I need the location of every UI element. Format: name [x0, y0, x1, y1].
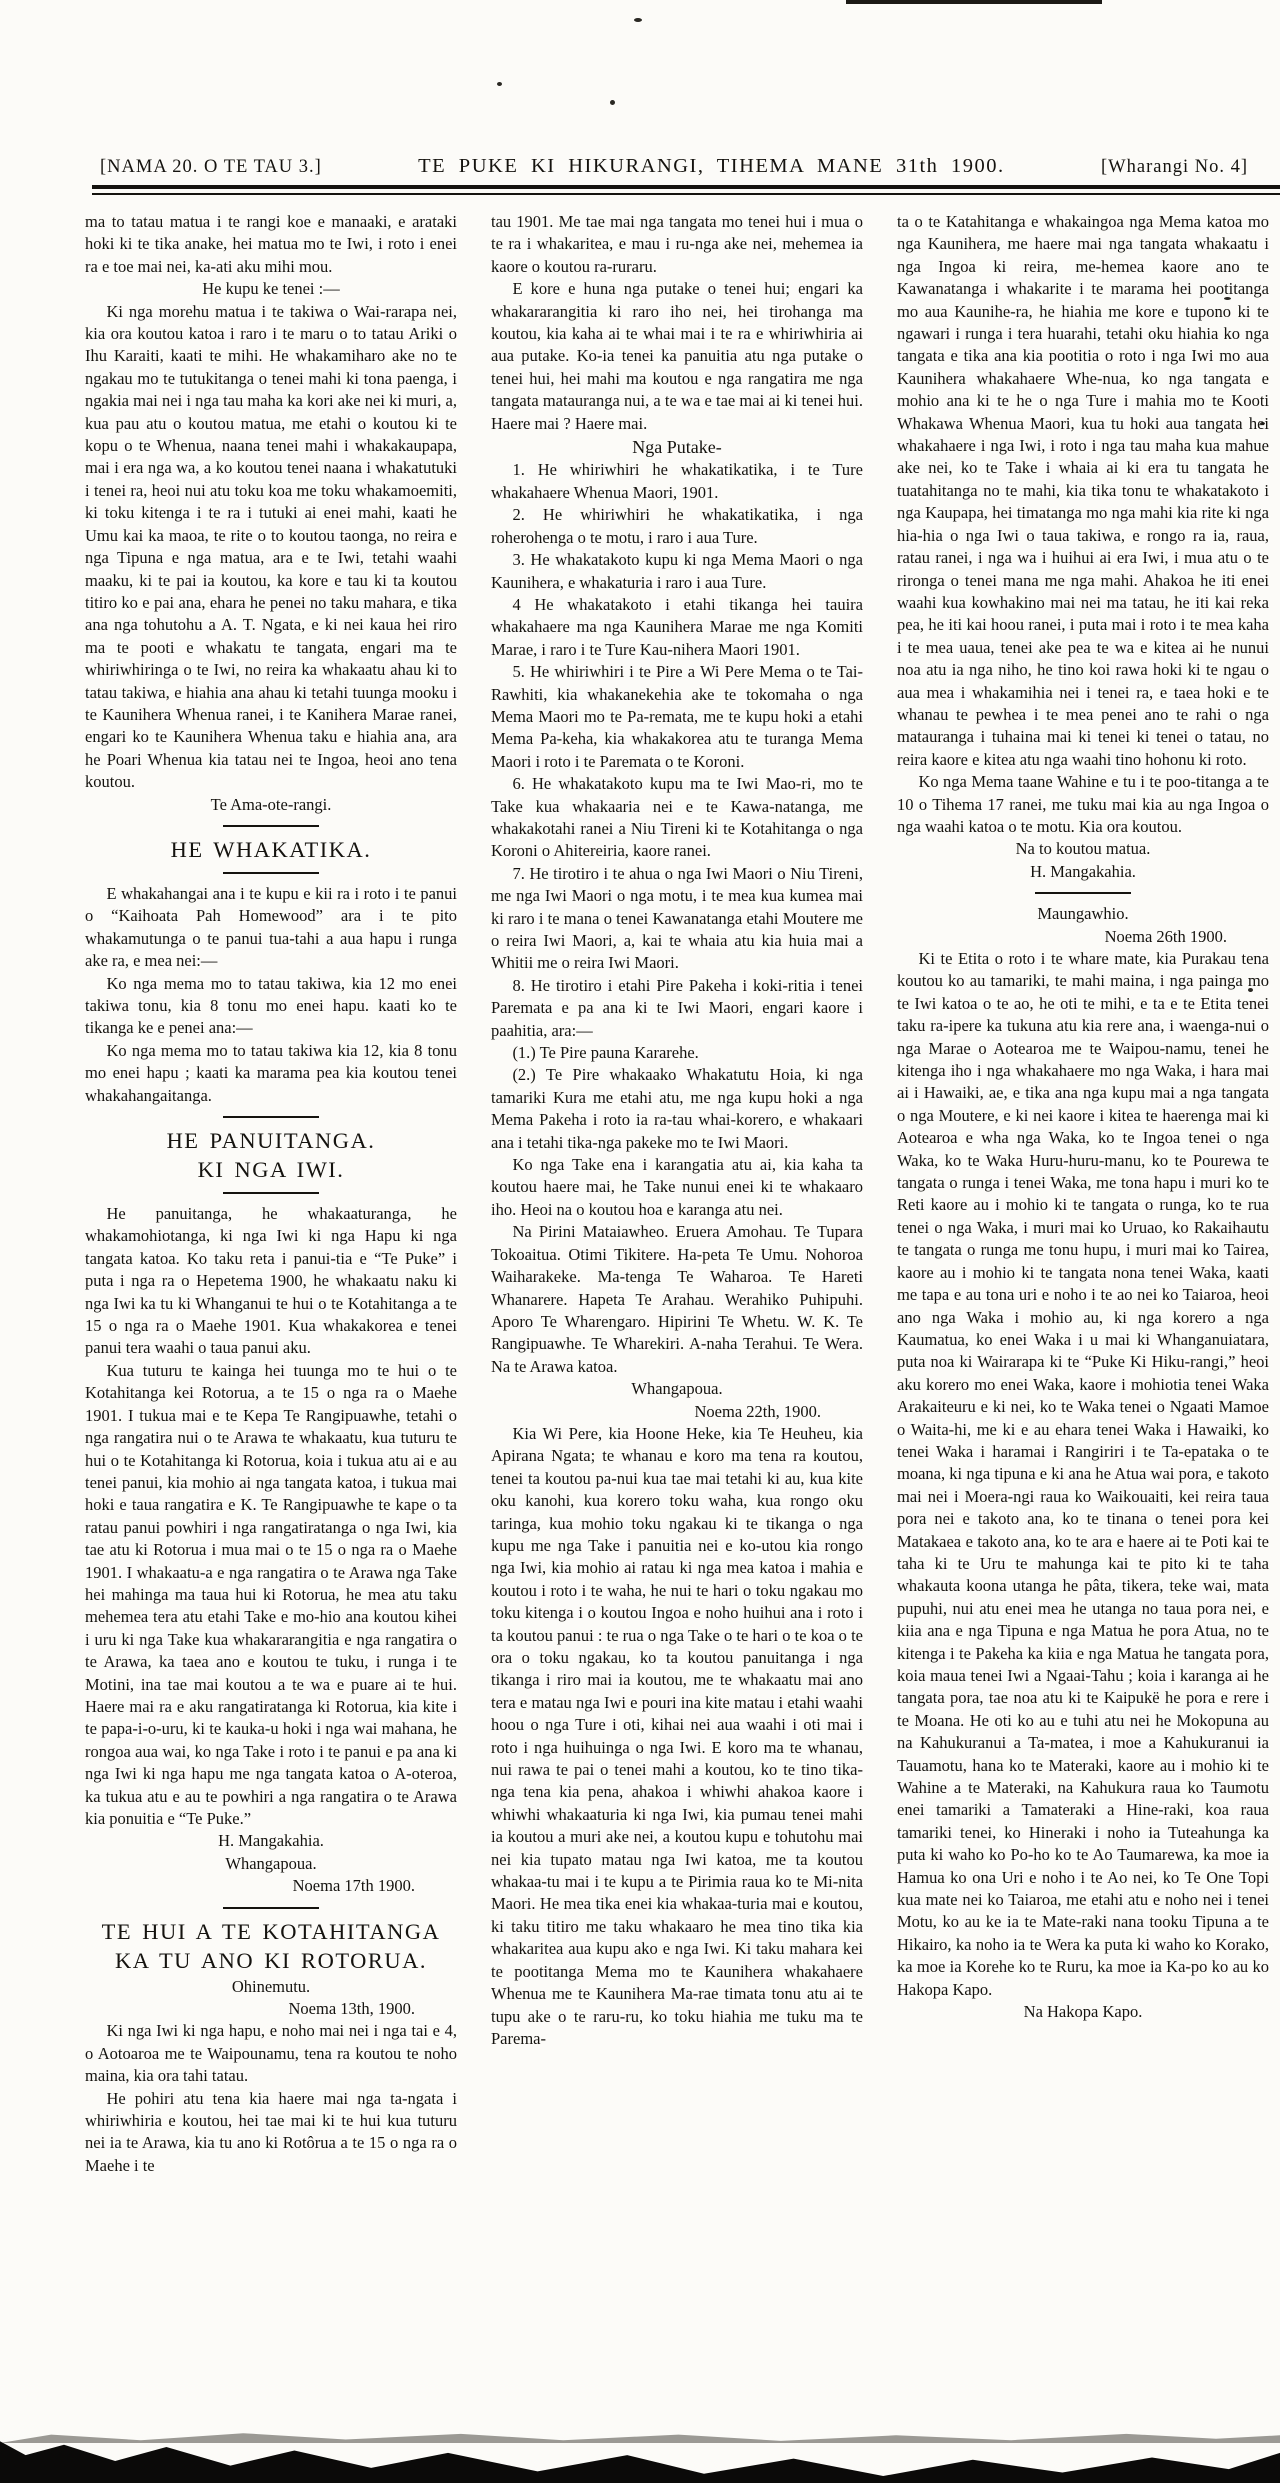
- centered-line: Ohinemutu.: [231, 1976, 311, 1996]
- masthead: [100, 155, 1248, 178]
- masthead-issue-number: [NAMA 20. O TE TAU 3.]: [100, 157, 322, 177]
- paragraph: Ki nga Iwi ki nga hapu, e noho mai nei i nga tai e 4, o Aotoaroa me te Waipounamu, tena ra koutou te noho maina, kia ora tahi tatau.: [85, 2021, 457, 2086]
- section-heading: HE PANUITANGA.: [166, 1128, 376, 1154]
- masthead-rule-thick: [92, 185, 1280, 189]
- section-heading: HE WHAKATIKA.: [170, 836, 372, 862]
- centered-line: Whangapoua.: [631, 1379, 723, 1399]
- paragraph: 4 He whakatakoto i etahi tikanga hei tauira whakahaere ma nga Kaunihera Marae me nga Komiti Marae, i raro i te Ture Kau-nihera Maori 1901.: [491, 594, 863, 659]
- paragraph: He pohiri atu tena kia haere mai nga ta-ngata i whiriwhiria e koutou, hei tae mai ki te hui kua tuturu nei ia te Arawa, kia tu ano ki Rotôrua a te 15 o nga ra o Maehe i te: [85, 2088, 457, 2175]
- section-heading: TE HUI A TE KOTAHITANGA: [101, 1918, 441, 1944]
- centered-line: Maungawhio.: [1037, 904, 1129, 924]
- paragraph: (2.) Te Pire whakaako Whakatutu Hoia, ki nga tamariki Kura me etahi atu, me nga kupu hoki a nga Mema Pakeha i roto ia ra-tau whai-korero, e whakaari ana i tetahi tika-nga pakeke mo te Iwi Maori.: [491, 1065, 863, 1152]
- torn-edge-shadow: [0, 2429, 1280, 2443]
- centered-line: Na Hakopa Kapo.: [1023, 2002, 1143, 2022]
- centered-line: H. Mangakahia.: [1030, 861, 1136, 881]
- dateline: Noema 17th 1900.: [292, 1876, 415, 1896]
- column-1: [85, 211, 457, 2177]
- paragraph: tau 1901. Me tae mai nga tangata mo tenei hui i mua o te ra i whakaritea, e mau i ru-nga ake nei, mehemea ia kaore o koutou ra-ruraru.: [491, 212, 863, 276]
- centered-line: He kupu ke tenei :—: [202, 279, 340, 299]
- masthead-page-number: [Wharangi No. 4]: [1100, 157, 1248, 177]
- section-rule: [1035, 892, 1131, 894]
- masthead-rule: [92, 185, 1280, 195]
- centered-line: Na to koutou matua.: [1015, 839, 1151, 859]
- section-rule: [223, 825, 319, 827]
- article-columns: [85, 211, 1269, 2177]
- paragraph: Ko nga mema mo to tatau takiwa, kia 12 mo enei takiwa tonu, kia 8 tonu mo enei hapu. kaati ko te tikanga ke e penei ana:—: [85, 973, 457, 1038]
- paragraph: (1.) Te Pire pauna Kararehe.: [512, 1043, 699, 1063]
- torn-edge: [0, 2425, 1280, 2483]
- paragraph: 1. He whiriwhiri he whakatikatika, i te Ture whakahaere Whenua Maori, 1901.: [491, 460, 863, 502]
- scan-speck: [610, 100, 615, 105]
- section-rule: [223, 872, 319, 874]
- paragraph: Kia Wi Pere, kia Hoone Heke, kia Te Heuheu, kia Apirana Ngata; te whanau e koro ma tena ra koutou, tenei ta koutou pa-nui kua tae mai tetahi ki au, kua kite oku kanohi, kua korero toku waha, kua rongo oku taringa, kua mohio toku ngakau ki te tikanga o nga kupu me nga Take i panuitia nei e ko-utou kia rongo nga Iwi, kia mohio ai ratau ki nga mea katoa i mahia e koutou i roto i te waha, he nui te hari o toku ngakau mo toku kitenga i o koutou Ingoa e noho huihui ana i roto i ta koutou panui : te rua o nga Take o te hari o te koa o te ora o toku ngakau, ko ta koutou panuitanga i nga tikanga i riro mai ia koutou, me te whakaatu mai ano tera e matau nga Iwi e pouri ina kite matau i etahi waahi hoou o nga Ture i oti, kihai nei aua waahi i oti mai i roto i nga huihuinga o nga Iwi. E koro ma te whanau, nui rawa te pai o tenei mahi a koutou, ko te tino tika-nga tena kia pena, ahakoa i whiwhi ahakoa kaore i whiwhi whakaaturia ki nga Iwi, kia pumau tenei mahi ia koutou a muri ake nei, a koutou kupu e tohutohu mai nei kia tupato matau nga Iwi katoa, me ta koutou whakaa-tu mai i te kupu a te Pirimia raua ko te Mi-nita Maori. He mea tika enei kia whakaa-turia mai e koutou, ki taku titiro me taku whakaaro he mea tino tika kia whakaritea aua kupu ako e nga Iwi. Ki taku mahara kei te pootitanga Mema mo te Kaunihera whakahaere Whenua me te Kaunihera Ma-rae timata tonu atu ai te tupu ake o te raru-ru, ko toku hiahia me tuku ma te Parema-: [491, 1423, 863, 2048]
- paragraph: 3. He whakatakoto kupu ki nga Mema Maori o nga Kaunihera, e whakaturia i raro i aua Ture.: [491, 550, 863, 592]
- section-heading: KA TU ANO KI ROTORUA.: [114, 1947, 428, 1973]
- paragraph: 8. He tirotiro i etahi Pire Pakeha i koki-ritia i tenei Paremata e pa ana ki te Iwi Maori, engari kaore i paahitia, ara:—: [491, 975, 863, 1040]
- paragraph: 6. He whakatakoto kupu ma te Iwi Mao-ri, mo te Take kua whakaaria nei e te Kawa-natanga, me whakakotahi ranei a Niu Tireni ki te Kotahitanga o nga Koroni o Ahitereiria, kaore ranei.: [491, 774, 863, 861]
- dateline: Noema 22th, 1900.: [694, 1401, 821, 1421]
- paragraph: 5. He whiriwhiri i te Pire a Wi Pere Mema o te Tai-Rawhiti, kia whakanekehia ake te tokomaha o nga Mema Maori mo te Pa-remata, me te kupu hoki a etahi Mema Pa-keha, kia whakakorea atu te turanga Mema Maori i roto i te Paremata o te Koroni.: [491, 662, 863, 771]
- paragraph: ta o te Katahitanga e whakaingoa nga Mema katoa mo nga Kaunihera, me haere mai nga tangata whakaatu i nga Ingoa ki reira, me-hemea kaore ano te Kawanatanga i whakarite i te marama hei pootitanga mo aua Kaunihe-ra, he hiahia me kore e tupono ki te ngawari i runga i tera huarahi, tetahi oku hiahia ko nga tangata e tika ana kia pootitia o roto i nga Iwi mo aua Kaunihera whakahaere Whe-nua, ko nga tangata e mohio ana ki te he o nga Ture i mahia mo te Kooti Whakawa Whenua Maori, kua tu hoki aua tangata hei whakahaere i nga Iwi, i roto i nga tau maha kua mahue ake nei, ko te Take i whaia ai ki era tu tangata he tuatahitanga no te mahi, kia tika tonu te whakatakoto i nga Kaupapa, hei timatanga mo nga mahi kia rite ki nga hia-hia o nga Iwi o taua takiwa, e rongo ra ia, raua, ratau ranei, i nga wa i huihui ai era Iwi, i mua atu o te rironga o tenei mana me nga mahi. Ahakoa he iti enei waahi kua kowhakino mai nei ma tatau, he iti kai reka pea, he iti kai hoou ranei, i puta mai i roto i te mea kaha i te mea uaua, tenei ake pea te wa e kitea ai he nunui noa atu ia nga niho, he tino koi rawa hoki ki te ngau o aua mea i whakamihia nei i tenei ra, e taea hoki e te whanau te pewhea i te mea penei ano te rahi o nga matauranga i tuhaina mai ki tenei ki tenei o tatau, no reira kaore e kitea atu nga waahi tino hohonu ki roto.: [897, 212, 1269, 769]
- paragraph: E kore e huna nga putake o tenei hui; engari ka whakararangitia ki raro iho nei, hei tirohanga ma koutou, kia kaha ai te whai mai i te ra e whiriwhiria ai aua putake. Ko-ia tenei ka panuitia atu nga putake o tenei hui, hei mahi ma koutou e nga rangatira me nga tangata matauranga nui, a te wa e tae mai ai ki tenei hui. Haere mai ? Haere mai.: [491, 279, 863, 433]
- centered-line: Whangapoua.: [225, 1853, 317, 1873]
- paragraph: Ko nga Take ena i karangatia atu ai, kia kaha ta koutou haere mai, he Take nunui enei ki te whakaaro iho. Heoi na o koutou hoa e karanga atu nei.: [491, 1155, 863, 1219]
- scan-speck: [634, 18, 642, 22]
- section-subheading: Nga Putake-: [632, 437, 722, 458]
- paragraph: Na Pirini Mataiawheo. Eruera Amohau. Te Tupara Tokoaitua. Otimi Tikitere. Ha-peta Te Umu. Nohoroa Waiharakeke. Ma-tenga Te Waharoa. Te Hareti Whanarere. Hapeta Te Arahau. Werahiko Puhipuhi. Aporo Te Wharengaro. Hipirini Te Whetu. W. K. Te Rangipuawhe. Te Wharekiri. A-naha Terahui. Te Wera. Na te Arawa katoa.: [491, 1222, 863, 1376]
- masthead-title: TE PUKE KI HIKURANGI, TIHEMA MANE 31th 1900.: [418, 155, 1005, 177]
- section-rule: [223, 1192, 319, 1194]
- paragraph: Ko nga mema mo to tatau takiwa kia 12, kia 8 tonu mo enei hapu ; kaati ka marama pea kia koutou tenei whakahangaitanga.: [85, 1040, 457, 1105]
- paragraph: E whakahangai ana i te kupu e kii ra i roto i te panui o “Kaihoata Pah Homewood” ara i te pito whakamutunga o te panui tua-tahi a aua hapu i runga ake ra, e mea nei:—: [85, 883, 457, 971]
- paragraph: He panuitanga, he whakaaturanga, he whakamohiotanga, ki nga Iwi ki nga Hapu ki nga tangata katoa. Ko taku reta i panui-tia e “Te Puke” i puta i nga ra o Hepetema 1900, he whakaatu naku ki nga Iwi ka tu ki Whanganui te hui o te Kotahitanga a te 15 o nga ra o Maehe 1901. Kua whakakorea e tenei panui tera waahi o taua panui aku.: [85, 1204, 457, 1358]
- paragraph: ma to tatau matua i te rangi koe e manaaki, e arataki hoki ki te tika anake, hei matua mo te Iwi, i roto i enei ra e toe mai nei, ka-ati aku mihi mou.: [85, 212, 457, 276]
- paragraph: Kua tuturu te kainga hei tuunga mo te hui o te Kotahitanga kei Rotorua, a te 15 o nga ra o Maehe 1901. I tukua mai e te Kepa Te Rangipuawhe, tetahi o nga rangatira nui o te Arawa te whakaatu, kua tuturu te hui o te Kotahitanga ki Rotorua, koia i tukua atu ai e au tenei panui, kia mohio ai nga tangata katoa, i tukua mai hoki e taua rangatira e K. Te Rangipuawhe te kape o ta ratau panui powhiri i nga rangatiratanga o nga Iwi, kia tae atu ki Rotorua i mua mai o te 15 o nga ra o Maehe 1901. I whakaatu-a e nga rangatira o te Arawa nga Take hei mahinga ma taua hui ki Rotorua, he mea atu taku mehemea tera atu etahi Take e mo-hio ana koutou kihei i uru ki nga Take kua whakararangitia e nga rangatira o te Arawa, ka taea ano e koutou te tuku, i runga i te Motini, ina tae mai koutou a te wa e puare ai te hui. Haere mai ra e aku rangatiratanga ki Rotorua, kia kite i te papa-i-o-uru, ki te kauka-u hoki i nga wai mahana, he rongoa aua wai, ko nga Take i roto i te panui e pa ana ki nga Iwi ki nga hapu me nga tangata katoa o A-oteroa, ka tukua atu e au te powhiri a nga rangatira o te Arawa kia ponuitia e “Te Puke.”: [85, 1360, 457, 1828]
- section-rule: [223, 1116, 319, 1118]
- paragraph: 2. He whiriwhiri he whakatikatika, i nga roherohenga o te motu, i raro i aua Ture.: [491, 505, 863, 547]
- scan-speck: [497, 82, 502, 86]
- section-rule: [223, 1907, 319, 1909]
- dateline: Noema 13th, 1900.: [288, 1999, 415, 2019]
- column-2: [491, 211, 863, 2177]
- paragraph: Ko nga Mema taane Wahine e tu i te poo-titanga a te 10 o Tihema 17 ranei, me tuku mai kia au nga Ingoa o nga waahi katoa o te motu. Kia ora koutou.: [897, 772, 1269, 836]
- column-3: [897, 211, 1269, 2177]
- paragraph: Ki te Etita o roto i te whare mate, kia Purakau tena koutou ko au tamariki, te mahi maina, i nga painga mo te Iwi katoa o te ao, he oti te mihi, e ta e te Etita tenei taku ra-ipere ka tukuna atu kia rere ana, i waenga-nui o nga Marae o Aotearoa me te Waipou-namu, tenei he kitenga iho i nga whakahaere mo nga Waka, i hara mai ai i Hawaiki, ae, e tika ana nga kupu mai a nga tangata o nga Moutere, e ki nei kaore i kitea te haerenga mai ki Aotearoa e wha nga Waka, ko te Ingoa tenei o nga Waka, ko te Waka Huru-huru-manu, ko te Pourewa te tangata o runga i tenei Waka, me tona hapu i muri ko te Reti kaore au i mohio ki te tangata o runga, ko te rua tenei o nga Waka, i muri mai ko Uruao, ko Rakaihautu te tangata o runga me tonu hupu, i muri mai ko Tairea, kaore au i mohio ki te tangata nona tenei Waka, kaati me tapa e au tona uri e noho i te ao nei ko Taiaroa, heoi ano nga Waka i mohio au, ki nga korero a nga Kaumatua, ko enei Waka i u mai ki Whanganuiatara, puta noa ki Wairarapa ki te “Puke Ki Hiku-rangi,” heoi aku korero mo enei Waka, kaore i mohiotia tenei Waka Arakaiteuru e ki nei, ko te Waka tenei o Ngaati Mamoe o Waita-hi, me ki e au ehara tenei Waka i Hawaiki, ko tenei Waka i haramai i Rangiriri i te Ta-epataka o te moana, ki nga tipuna e ki ana he Atua wai pora, e takoto mai nei i Moera-ngi raua ko Waikouaiti, kei reira taua pora nei e takoto ana, ko te tinana o tenei pora kei Matakaea e takoto ana, ko te ara e haere ai te Poti kai te taha ki te Uru te mahunga kai te pito ki te taha whakauta koona utanga he pâta, tikera, teke wai, mata pupuhi, nui atu enei mea he utanga no taua pora nei, e kiia ana e nga Tipuna e nga Matua he pora Atua, no te kitenga i te Pakeha ka kiia e nga Matua he tangata pora, koia maua tenei Iwi a Ngaai-Tahu ; koia i karanga ai he tangata pora, tae noa atu ki te Kaipukë he pora e rere i te Moana. He oti ko au e tuhi atu nei he Mokopuna au na Kahukuranui a Ta-matea, i moe a Kahukuranui ia Tauamotu, hana ko te Materaki, kaore au i mohio ki te Wahine a te Materaki, na Kahukura raua ko Taumotu enei tamariki a Tamateraki a Hine-raki, koa raua tamariki tenei, ko Hineraki i noho ia Tuteahunga ka puta ki waho ko Po-ho ko te Ao Taumarewa, ka moe ia Hamua ko ona Uri e noho i te Ao nei, ko Te One Topi kua mate nei ko Taiaroa, me etahi atu e noho nei i tenei Motu, ko au ke ia te Mate-raki nana tooku Tipuna a te Hikairo, ka noho ia te Wera ka puta ki waho ko Korako, ka moe ia Korehe ko te Ruru, ka moe ia Ka-po ko au ko Hakopa Kapo.: [897, 949, 1269, 1999]
- centered-line: Te Ama-ote-rangi.: [210, 794, 332, 814]
- scan-artifact-top-line: [846, 0, 1102, 4]
- dateline: Noema 26th 1900.: [1104, 926, 1227, 946]
- section-heading: KI NGA IWI.: [197, 1157, 345, 1183]
- masthead-rule-thin: [92, 193, 1280, 195]
- paragraph: 7. He tirotiro i te ahua o nga Iwi Maori o Niu Tireni, me nga Iwi Maori o nga motu, i te mea kua kumea mai ki raro i te mana o tenei Kawanatanga etahi Moutere me o reira Iwi Maori, a, kai te whaia atu kia huia mai a Whitii me o reira Iwi Maori.: [491, 863, 863, 973]
- paragraph: Ki nga morehu matua i te takiwa o Wai-rarapa nei, kia ora koutou katoa i raro i te maru o to tatau Ariki o Ihu Karaiti, kaati te mihi. He whakamiharo ake no te ngakau mo te tutukitanga o tenei mahi ki tona paenga, i ngakia mai nei i nga tau maha ka kori ake nei ki muri, a, kua pau atu o koutou matua, me etahi o koutou ki te kopu o te Whenua, naana tenei mahi i whakakaupapa, mai i era nga wa, a ko koutou tenei naana i whakatutuki i tenei ra, heoi nui atu toku koa me toku whakamoemiti, ki toku kitenga i te ra i tutuki ai enei mahi, kaati he Umu kai ka maoa, te rite o to koutou taonga, no reira e nga Tipuna e nga matua, ara e te Iwi, tetahi waahi maaku, ki te pai ia koutou, ka kore e tau ki ta koutou titiro ko e pai ana, ehara he penei no taku mahara, e tika ana nga tohutohu a A. T. Ngata, e ki nei kaua hei riro ma te pooti e whakatu te tangata, engari ma te whiriwhiringa o te Iwi, no reira ka whakaatu ahau ki to tatau takiwa, e hiahia ana ahau ki tetahi tuunga mooku i te Kaunihera Whenua ranei, i te Kanihera Marae ranei, engari ko te Kaunihera Whenua taku e hiahia ana, ara he Poari Whenua kia tatau nei te Ingoa, heoi ano tena koutou.: [85, 301, 457, 792]
- centered-line: H. Mangakahia.: [218, 1831, 324, 1851]
